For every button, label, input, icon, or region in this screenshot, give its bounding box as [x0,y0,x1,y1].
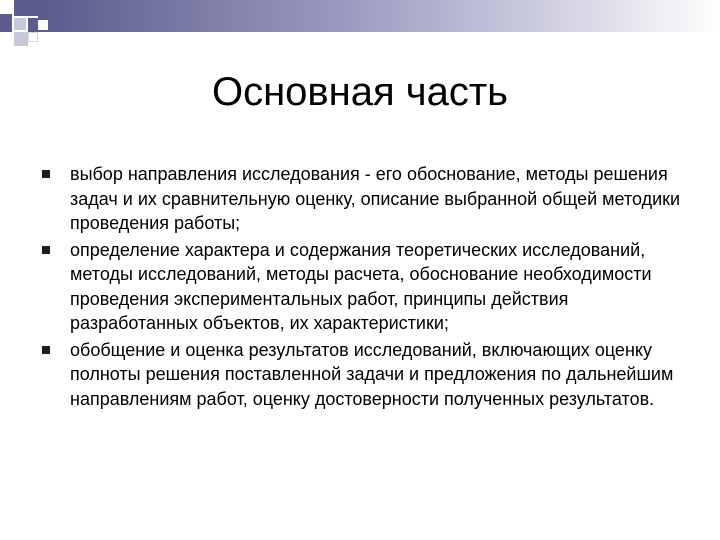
bullet-item [42,338,682,412]
decor-square [0,14,12,32]
decor-square [28,32,38,42]
slide-title: Основная часть [211,70,509,114]
bullet-text: определение характера и содержания теоретических исследований, методы исследований, методы расчета, обоснование необходимости проведения экспериментальных работ, принципы действия разработанных объектов, их характеристики; [70,239,652,333]
decor-square [14,18,26,30]
bullet-item [42,162,682,236]
square-bullet-icon [42,246,50,254]
bullet-text: обобщение и оценка результатов исследований, включающих оценку полноты решения поставленной задачи и предложения по дальнейшим направлениям работ, оценку достоверности полученных результатов. [70,339,674,409]
bullet-text: выбор направления исследования - его обоснование, методы решения задач и их сравнительную оценку, описание выбранной общей методики проведения работы; [70,164,681,233]
bullet-item [42,238,682,336]
bullet-list [42,162,682,411]
decor-square [38,20,48,30]
decor-square [14,32,28,46]
square-bullet-icon [42,170,50,178]
decor-square [28,18,38,32]
decor-square [0,0,14,14]
decor-square [14,0,38,16]
header-gradient-band [38,0,720,32]
square-bullet-icon [42,346,50,354]
